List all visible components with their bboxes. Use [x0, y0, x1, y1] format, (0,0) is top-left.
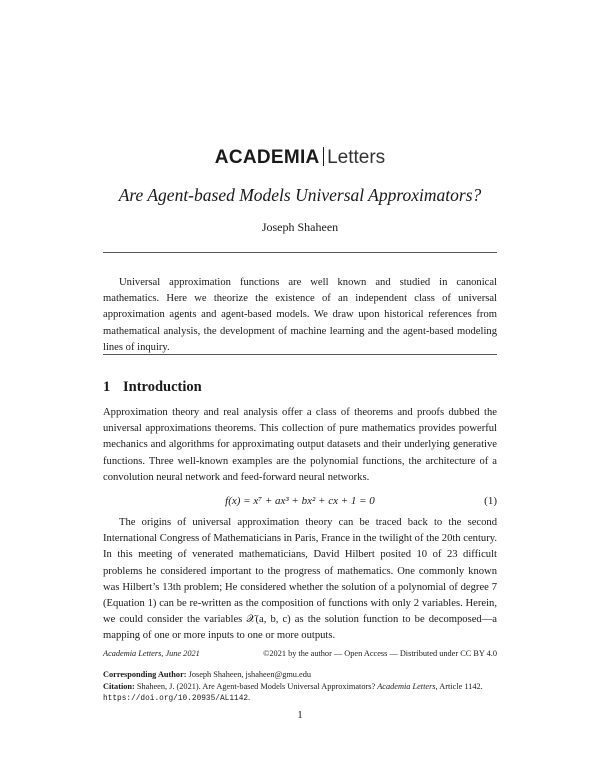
citation	[103, 681, 497, 706]
page-number: 1	[297, 709, 303, 721]
abstract-bottom-rule	[103, 354, 497, 355]
footer-journal: Academia Letters, June 2021	[103, 649, 200, 658]
equation-expression: f(x) = x⁷ + ax³ + bx² + cx + 1 = 0	[225, 495, 375, 507]
citation-article: , Article 1142.	[435, 681, 483, 691]
brand-academia: ACADEMIA	[214, 147, 320, 168]
paper-title: Are Agent-based Models Universal Approximators?	[118, 185, 482, 205]
section-number: 1	[103, 379, 111, 395]
citation-journal: Academia Letters	[377, 681, 436, 691]
corresponding-value: Joseph Shaheen, jshaheen@gmu.edu	[188, 670, 311, 679]
paper-author: Joseph Shaheen	[261, 220, 339, 234]
journal-brand	[0, 146, 600, 170]
abstract-text: Universal approximation functions are well known and studied in canonical mathematics. Here we theorize the existence of an independent class of universal approximation agents and agent-based models. We draw upon historical references from mathematical analysis, the development of machine learning and the agent-based modeling lines of inquiry.	[103, 277, 497, 353]
citation-label: Citation:	[103, 681, 135, 691]
intro-paragraph-2: The origins of universal approximation theory can be traced back to the second International Congress of Mathematicians in Paris, France in the twilight of the 20th century. In this meeting of venerated mathematicians, David Hilbert posited 10 of 23 difficult problems he considered important to the progress of mathematics. One commonly known was Hilbert’s 13th problem; He considered whether the solution of a polynomial of degree 7 (Equation 1) can be re-written as the composition of functions with only 2 variables. Herein, we could consider the variables 𝒳(a, b, c) as the solution function to be decomposed—a mapping of one or more inputs to one or more outputs.	[103, 517, 497, 642]
brand-divider	[323, 147, 325, 166]
doi-end: .	[248, 693, 251, 702]
citation-block	[103, 669, 497, 706]
footer-license: ©2021 by the author — Open Access — Distributed under CC BY 4.0	[263, 649, 497, 658]
corresponding-label: Corresponding Author:	[103, 670, 187, 679]
citation-text: Shaheen, J. (2021). Are Agent-based Models Universal Approximators?	[136, 681, 376, 691]
corresponding-author	[103, 669, 497, 681]
section-title: Introduction	[123, 379, 202, 395]
brand-letters: Letters	[327, 147, 386, 168]
doi-link[interactable]: https://doi.org/10.20935/AL1142	[103, 695, 249, 703]
abstract-top-rule	[103, 252, 497, 253]
equation-number: (1)	[484, 495, 497, 507]
intro-paragraph-1: Approximation theory and real analysis offer a class of theorems and proofs dubbed the universal approximations theorems. This collection of pure mathematics provides powerful mechanics and algorithms for approximating output datasets and their underlying generative functions. Three well-known examples are the polynomial functions, the architecture of a convolution neural network and feed-forward neural networks.	[103, 407, 497, 483]
section-heading	[103, 378, 202, 396]
